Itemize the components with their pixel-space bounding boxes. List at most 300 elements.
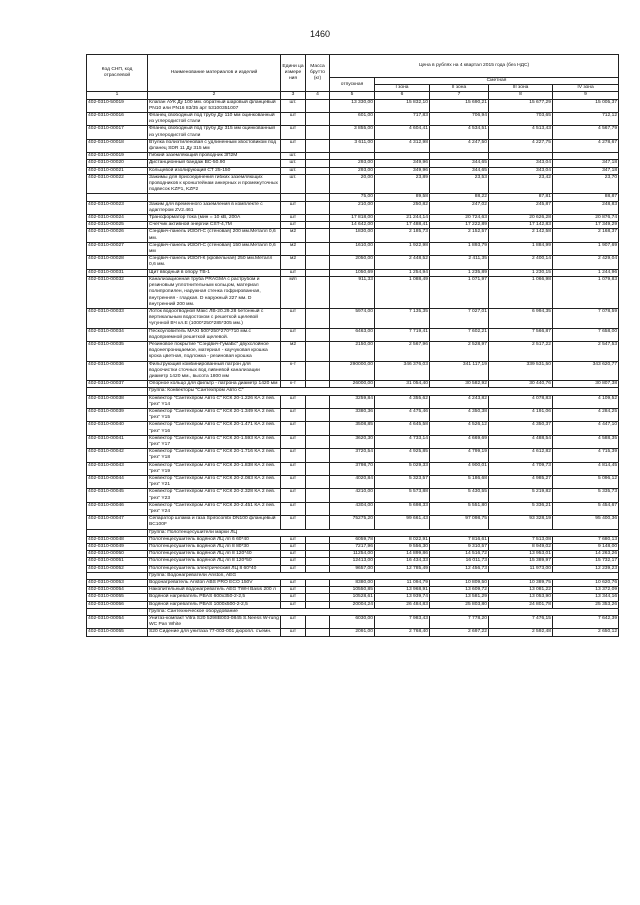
row-wholesale-price: 12413,00 bbox=[330, 558, 375, 565]
row-mass bbox=[306, 551, 330, 558]
row-code: 402-0310-00039 bbox=[87, 408, 148, 421]
row-wholesale-price: 13 330,00 bbox=[330, 99, 375, 112]
row-zone-4-price: 712,12 bbox=[553, 113, 619, 126]
row-zone-3-price: 2 517,22 bbox=[489, 341, 553, 361]
row-zone-4-price: 7 658,00 bbox=[553, 328, 619, 341]
row-zone-1-price: 717,83 bbox=[375, 113, 430, 126]
row-unit: шт bbox=[281, 587, 306, 594]
row-zone-2-price: 4 534,51 bbox=[430, 126, 489, 139]
group-row bbox=[87, 388, 619, 395]
row-name: Конвектор "Сантехпром Авто С" КСК 20-1.471 КА 2 пев. "рез" Y16 bbox=[148, 422, 281, 435]
row-wholesale-price: 2091,00 bbox=[330, 629, 375, 636]
row-zone-2-price: 12 456,73 bbox=[430, 565, 489, 572]
row-code: 402-0310-00019 bbox=[87, 153, 148, 160]
row-name: Гибкий заземляющий проводник ЗП2М bbox=[148, 153, 281, 160]
row-zone-2-price: 5 186,68 bbox=[430, 475, 489, 488]
row-zone-2-price: 4 900,01 bbox=[430, 462, 489, 475]
row-mass bbox=[306, 328, 330, 341]
row-wholesale-price: 210,00 bbox=[330, 201, 375, 214]
table-row bbox=[87, 580, 619, 587]
row-unit: шт bbox=[281, 395, 306, 408]
row-mass bbox=[306, 558, 330, 565]
row-zone-4-price: 248,83 bbox=[553, 201, 619, 214]
row-zone-3-price: 93 328,19 bbox=[489, 516, 553, 529]
row-zone-1-price: 4 355,62 bbox=[375, 395, 430, 408]
row-unit: шт bbox=[281, 408, 306, 421]
table-row bbox=[87, 139, 619, 152]
table-row bbox=[87, 126, 619, 139]
table-row bbox=[87, 242, 619, 255]
column-number-row bbox=[87, 92, 619, 99]
row-unit: шт. bbox=[281, 160, 306, 167]
row-name bbox=[148, 194, 281, 201]
row-code: 402-0310-50019 bbox=[87, 99, 148, 112]
row-zone-3-price: 4 350,37 bbox=[489, 422, 553, 435]
row-mass bbox=[306, 256, 330, 269]
row-zone-3-price: 20 626,28 bbox=[489, 215, 553, 222]
row-code: 402-0310-00021 bbox=[87, 167, 148, 174]
row-zone-1-price: 31 054,40 bbox=[375, 381, 430, 388]
row-zone-2-price: 5 551,80 bbox=[430, 502, 489, 515]
table-row bbox=[87, 361, 619, 381]
table-row bbox=[87, 601, 619, 608]
row-zone-1-price: 4 733,14 bbox=[375, 435, 430, 448]
table-row bbox=[87, 99, 619, 112]
header-code: Код СНП, код отраслевой bbox=[87, 55, 148, 92]
row-zone-4-price: 4 284,25 bbox=[553, 408, 619, 421]
row-zone-1-price: 2 448,52 bbox=[375, 256, 430, 269]
table-row bbox=[87, 113, 619, 126]
row-unit: шт bbox=[281, 449, 306, 462]
price-table bbox=[86, 54, 619, 637]
table-row bbox=[87, 544, 619, 551]
row-code: 402-0310-00016 bbox=[87, 113, 148, 126]
row-zone-1-price: 4 925,85 bbox=[375, 449, 430, 462]
row-zone-1-price: 13 968,91 bbox=[375, 587, 430, 594]
row-zone-1-price: 4 475,46 bbox=[375, 408, 430, 421]
table-row bbox=[87, 462, 619, 475]
table-row bbox=[87, 308, 619, 328]
row-name: Водяной нагреватель PBAS 1000x500-2-2,5 bbox=[148, 601, 281, 608]
row-unit bbox=[281, 194, 306, 201]
row-name: Водонагреватель Ariston ABS PRO ECO 150V bbox=[148, 580, 281, 587]
row-mass bbox=[306, 361, 330, 381]
row-code: 402-0310-00044 bbox=[87, 475, 148, 488]
group-row bbox=[87, 572, 619, 579]
row-zone-4-price: 13 344,16 bbox=[553, 594, 619, 601]
header-estimate: Сметная bbox=[375, 78, 619, 85]
row-zone-2-price: 344,65 bbox=[430, 167, 489, 174]
row-wholesale-price: 1610,00 bbox=[330, 242, 375, 255]
row-zone-1-price: 1 254,94 bbox=[375, 269, 430, 276]
row-zone-4-price: 4 278,67 bbox=[553, 139, 619, 152]
row-wholesale-price: 1830,00 bbox=[330, 229, 375, 242]
row-zone-3-price: 13 053,90 bbox=[489, 594, 553, 601]
row-mass bbox=[306, 435, 330, 448]
row-zone-3-price: 1 230,15 bbox=[489, 269, 553, 276]
row-unit: шт. bbox=[281, 174, 306, 194]
row-mass bbox=[306, 536, 330, 543]
row-mass bbox=[306, 462, 330, 475]
row-zone-2-price: 17 222,89 bbox=[430, 222, 489, 229]
row-mass bbox=[306, 308, 330, 328]
row-zone-1-price: 4 604,41 bbox=[375, 126, 430, 139]
group-code-cell bbox=[87, 388, 148, 395]
row-name: Унитаз-компакт Vitra S20 5298B003-0845 S.Neess W-rung WC Pan White bbox=[149, 616, 279, 628]
row-code: 402-0310-00041 bbox=[87, 435, 148, 448]
row-code: 402-0310-00032 bbox=[87, 276, 148, 308]
row-unit: шт bbox=[281, 328, 306, 341]
row-unit: шт bbox=[281, 308, 306, 328]
row-zone-3-price: 7 513,08 bbox=[489, 536, 553, 543]
row-zone-2-price: 10 809,50 bbox=[430, 580, 489, 587]
row-name: Конвектор "Сантехпром Авто С" КСК 20-1.716 КА 2 пев. "рез" Y18 bbox=[148, 449, 281, 462]
row-wholesale-price bbox=[330, 153, 375, 160]
row-code: 402-0310-00056 bbox=[87, 601, 148, 608]
row-zone-4-price: 9 148,00 bbox=[553, 544, 619, 551]
row-zone-4-price: 7 642,39 bbox=[553, 616, 619, 629]
row-wholesale-price: 10550,85 bbox=[330, 587, 375, 594]
row-code: 402-0310-00045 bbox=[87, 489, 148, 502]
group-title: Группа: Водонагреватели Ariston, AEG bbox=[148, 572, 619, 579]
row-code: 402-0310-00027 bbox=[87, 242, 148, 255]
row-unit: к-т bbox=[281, 381, 306, 388]
table-row bbox=[87, 194, 619, 201]
row-zone-2-price: 4 350,38 bbox=[430, 408, 489, 421]
row-unit: шт bbox=[281, 126, 306, 139]
row-unit: шт bbox=[281, 516, 306, 529]
row-wholesale-price: 3 855,00 bbox=[330, 126, 375, 139]
row-zone-1-price: 14 899,86 bbox=[375, 551, 430, 558]
row-code: 402-0310-00054 bbox=[87, 616, 148, 629]
row-wholesale-price: 3508,85 bbox=[330, 422, 375, 435]
row-wholesale-price: 3798,70 bbox=[330, 462, 375, 475]
row-name: Зажим для временного заземления в комплекте с адаптером ZV2.461 bbox=[148, 201, 281, 214]
header-zone-1: I зона bbox=[375, 85, 430, 92]
row-unit: шт bbox=[281, 558, 306, 565]
row-zone-1-price: 16 434,33 bbox=[375, 558, 430, 565]
row-zone-3-price: 87,81 bbox=[489, 194, 553, 201]
row-unit: м2 bbox=[281, 341, 306, 361]
row-zone-3-price: 2 592,48 bbox=[489, 629, 553, 636]
row-zone-4-price: 30 807,38 bbox=[553, 381, 619, 388]
row-zone-4-price: 1 907,69 bbox=[553, 242, 619, 255]
row-zone-2-price: 341 117,19 bbox=[430, 361, 489, 381]
row-zone-4-price: 2 429,04 bbox=[553, 256, 619, 269]
row-unit: шт bbox=[281, 422, 306, 435]
row-unit: шт bbox=[281, 222, 306, 229]
row-zone-1-price bbox=[375, 153, 430, 160]
row-zone-2-price: 25 803,80 bbox=[430, 601, 489, 608]
row-mass bbox=[306, 475, 330, 488]
row-wholesale-price: 1050,69 bbox=[330, 269, 375, 276]
row-wholesale-price: 6030,00 bbox=[330, 616, 375, 629]
row-name: Полотенцесушитель водяной ЛЦ лп 8 120*50 bbox=[148, 558, 281, 565]
col-number: 4 bbox=[306, 92, 330, 99]
table-row bbox=[87, 629, 619, 636]
row-zone-2-price: 4 526,12 bbox=[430, 422, 489, 435]
row-zone-3-price: 4 513,43 bbox=[489, 126, 553, 139]
row-zone-4-price: 4 567,79 bbox=[553, 126, 619, 139]
row-zone-1-price: 346 376,03 bbox=[375, 361, 430, 381]
row-unit: шт bbox=[281, 601, 306, 608]
row-zone-3-price: 15 677,29 bbox=[489, 99, 553, 112]
row-code: 402-0310-00052 bbox=[87, 565, 148, 572]
row-zone-3-price bbox=[489, 153, 553, 160]
row-wholesale-price: 75275,20 bbox=[330, 516, 375, 529]
row-unit: шт bbox=[281, 565, 306, 572]
row-name: Фильтрующий комбинированный патрон для водоочистки сточных вод ливневой канализации диаметр 1420 мм., высота 1800 мм bbox=[148, 361, 281, 381]
row-wholesale-price: 3 611,00 bbox=[330, 139, 375, 152]
row-unit: шт bbox=[281, 139, 306, 152]
row-unit: шт bbox=[281, 594, 306, 601]
row-wholesale-price: 7217,96 bbox=[330, 544, 375, 551]
row-zone-4-price: 4 814,45 bbox=[553, 462, 619, 475]
row-zone-3-price: 17 142,83 bbox=[489, 222, 553, 229]
row-name: Сэндвич-панель ИЗОЛ-К (кровельная) 250 мм.Металл 0,6 мм. bbox=[148, 256, 281, 269]
row-zone-2-price: 14 516,72 bbox=[430, 551, 489, 558]
row-zone-2-price: 13 581,29 bbox=[430, 594, 489, 601]
row-zone-4-price: 5 335,73 bbox=[553, 489, 619, 502]
row-zone-4-price: 4 715,39 bbox=[553, 449, 619, 462]
row-zone-2-price: 7 816,61 bbox=[430, 536, 489, 543]
row-wholesale-price: 2050,00 bbox=[330, 256, 375, 269]
row-zone-2-price: 30 582,92 bbox=[430, 381, 489, 388]
row-name: Фланец свободный под трубу Ду 315 мм оцинкованный из углеродистой стали bbox=[148, 126, 281, 139]
row-mass bbox=[306, 341, 330, 361]
row-code: 402-0310-00046 bbox=[87, 502, 148, 515]
row-zone-2-price: 88,22 bbox=[430, 194, 489, 201]
row-unit: шт bbox=[281, 536, 306, 543]
row-zone-2-price: 2 697,22 bbox=[430, 629, 489, 636]
row-code: 402-0310-00054 bbox=[87, 587, 148, 594]
row-zone-2-price: 7 602,21 bbox=[430, 328, 489, 341]
row-zone-2-price: 7 027,01 bbox=[430, 308, 489, 328]
row-name: Опорное кольцо для фильтр - патрона диаметр 1420 мм bbox=[148, 381, 281, 388]
row-zone-4-price: 5 096,12 bbox=[553, 475, 619, 488]
row-zone-4-price: 2 168,37 bbox=[553, 229, 619, 242]
row-zone-1-price: 17 488,41 bbox=[375, 222, 430, 229]
table-body bbox=[87, 99, 619, 636]
row-mass bbox=[306, 215, 330, 222]
row-zone-4-price: 7 680,13 bbox=[553, 536, 619, 543]
row-name: Полотенцесушитель водяной ЛЦ лп 6 60*40 bbox=[148, 536, 281, 543]
table-row bbox=[87, 215, 619, 222]
row-zone-1-price: 2 185,73 bbox=[375, 229, 430, 242]
col-number: 6 bbox=[375, 92, 430, 99]
row-name: Клапан АУК Ду 100 мм. обратный шаровый фланцевый PN10 или PN16 83/35 арт 53100351007 bbox=[148, 99, 281, 112]
row-wholesale-price: 26000,00 bbox=[330, 381, 375, 388]
row-code: 402-0310-00040 bbox=[87, 422, 148, 435]
row-unit: м/п bbox=[281, 276, 306, 308]
row-mass bbox=[306, 544, 330, 551]
row-zone-4-price: 15 005,37 bbox=[553, 99, 619, 112]
row-name: Конвектор "Сантехпром Авто С" КСК 20-1.593 КА 2 пев. "рез" Y17 bbox=[148, 435, 281, 448]
row-unit: шт bbox=[281, 215, 306, 222]
row-name: S20 Сидение для унитаза 77-003-001 дюропл. съемн. bbox=[148, 629, 281, 636]
row-zone-3-price: 4 985,27 bbox=[489, 475, 553, 488]
row-mass bbox=[306, 502, 330, 515]
row-zone-1-price: 5 029,33 bbox=[375, 462, 430, 475]
row-zone-1-price: 349,96 bbox=[375, 167, 430, 174]
row-mass bbox=[306, 395, 330, 408]
row-zone-3-price: 1 066,98 bbox=[489, 276, 553, 308]
row-code: 402-0310-00025 bbox=[87, 222, 148, 229]
row-zone-3-price: 4 191,06 bbox=[489, 408, 553, 421]
row-wholesale-price: 911,33 bbox=[330, 276, 375, 308]
row-code: 402-0310-00035 bbox=[87, 341, 148, 361]
row-name: Втулка полиэтиленовая с удлиненным хвостовиком под фланец SDR 11 Ду 315 мм bbox=[148, 139, 281, 152]
row-name: Сэндвич-панель ИЗОЛ-С (стеновая) 200 мм.Металл 0,6 мм. bbox=[148, 229, 281, 242]
row-unit: шт bbox=[281, 435, 306, 448]
row-zone-1-price: 7 135,35 bbox=[375, 308, 430, 328]
row-zone-1-price: 7 983,43 bbox=[375, 616, 430, 629]
row-unit: шт bbox=[281, 551, 306, 558]
header-wholesale: отпускная bbox=[330, 78, 375, 92]
row-mass bbox=[306, 516, 330, 529]
row-mass bbox=[306, 222, 330, 229]
row-wholesale-price: 5974,00 bbox=[330, 308, 375, 328]
row-zone-2-price: 1 235,89 bbox=[430, 269, 489, 276]
row-zone-1-price: 250,82 bbox=[375, 201, 430, 214]
row-zone-4-price: 23,70 bbox=[553, 174, 619, 194]
row-name: Лоток водоотводной Макс ЛВ-20.29.28 бетонный с вертикальным водостоком с решеткой щелевой чугунной ВЧ кл.Е (1000*250*285*305 мм.) bbox=[148, 308, 281, 328]
row-zone-4-price: 2 650,12 bbox=[553, 629, 619, 636]
row-code bbox=[87, 194, 148, 201]
row-zone-2-price: 4 669,69 bbox=[430, 435, 489, 448]
col-number: 8 bbox=[489, 92, 553, 99]
row-code: 402-0310-00026 bbox=[87, 229, 148, 242]
row-mass bbox=[306, 601, 330, 608]
row-zone-4-price bbox=[553, 153, 619, 160]
table-row bbox=[87, 422, 619, 435]
row-zone-2-price: 20 724,63 bbox=[430, 215, 489, 222]
table-row bbox=[87, 536, 619, 543]
row-zone-3-price: 339 531,50 bbox=[489, 361, 553, 381]
row-name: Водяной нагреватель PBAS 600x350-2-2,5 bbox=[148, 594, 281, 601]
row-zone-1-price: 4 645,58 bbox=[375, 422, 430, 435]
row-zone-1-price: 99 661,43 bbox=[375, 516, 430, 529]
row-zone-3-price: 5 336,21 bbox=[489, 502, 553, 515]
row-zone-1-price: 1 922,98 bbox=[375, 242, 430, 255]
row-zone-2-price: 247,02 bbox=[430, 201, 489, 214]
row-zone-3-price: 10 389,75 bbox=[489, 580, 553, 587]
row-zone-3-price: 23,42 bbox=[489, 174, 553, 194]
row-zone-3-price: 343,04 bbox=[489, 167, 553, 174]
row-zone-4-price: 347,18 bbox=[553, 160, 619, 167]
row-wholesale-price: 293,00 bbox=[330, 167, 375, 174]
row-zone-2-price: 2 152,57 bbox=[430, 229, 489, 242]
row-zone-3-price: 4 488,54 bbox=[489, 435, 553, 448]
table-row bbox=[87, 256, 619, 269]
group-title: Группа: Полотенцесушители марки ЛЦ bbox=[148, 529, 619, 536]
table-row bbox=[87, 174, 619, 194]
row-zone-3-price: 2 142,58 bbox=[489, 229, 553, 242]
row-zone-4-price: 5 454,67 bbox=[553, 502, 619, 515]
row-zone-4-price: 15 732,17 bbox=[553, 558, 619, 565]
table-row bbox=[87, 435, 619, 448]
row-zone-1-price: 5 323,57 bbox=[375, 475, 430, 488]
row-zone-4-price: 4 447,10 bbox=[553, 422, 619, 435]
row-zone-4-price: 25 353,26 bbox=[553, 601, 619, 608]
row-zone-3-price: 4 612,82 bbox=[489, 449, 553, 462]
col-number: 3 bbox=[281, 92, 306, 99]
row-wholesale-price: 293,00 bbox=[330, 160, 375, 167]
row-zone-1-price: 21 244,14 bbox=[375, 215, 430, 222]
row-unit: шт. bbox=[281, 153, 306, 160]
row-unit: шт bbox=[281, 502, 306, 515]
row-zone-2-price: 5 430,55 bbox=[430, 489, 489, 502]
row-unit: шт. bbox=[281, 99, 306, 112]
row-wholesale-price: 20004,24 bbox=[330, 601, 375, 608]
row-name: Конвектор "Сантехпром Авто С" КСК 20-1.349 КА 2 пев. "рез" Y15 bbox=[148, 408, 281, 421]
row-mass bbox=[306, 160, 330, 167]
row-mass bbox=[306, 580, 330, 587]
row-code: 402-0310-00017 bbox=[87, 126, 148, 139]
row-wholesale-price: 10528,61 bbox=[330, 594, 375, 601]
row-code: 402-0310-00055 bbox=[87, 629, 148, 636]
row-mass bbox=[306, 174, 330, 194]
row-zone-3-price: 1 884,99 bbox=[489, 242, 553, 255]
table-row bbox=[87, 516, 619, 529]
row-zone-3-price: 4 709,73 bbox=[489, 462, 553, 475]
group-row bbox=[87, 529, 619, 536]
row-zone-3-price: 5 219,82 bbox=[489, 489, 553, 502]
col-number: 7 bbox=[430, 92, 489, 99]
row-code: 402-0310-00043 bbox=[87, 462, 148, 475]
row-zone-4-price: 17 349,29 bbox=[553, 222, 619, 229]
row-name: Конвектор "Сантехпром Авто С" КСК 20-1.838 КА 2 пев. "рез" Y19 bbox=[148, 462, 281, 475]
row-zone-4-price: 12 239,23 bbox=[553, 565, 619, 572]
row-wholesale-price: 75,00 bbox=[330, 194, 375, 201]
table-row bbox=[87, 222, 619, 229]
table-row bbox=[87, 229, 619, 242]
row-mass bbox=[306, 489, 330, 502]
table-row bbox=[87, 167, 619, 174]
header-row-1 bbox=[87, 55, 619, 78]
row-mass bbox=[306, 126, 330, 139]
row-code: 402-0310-00034 bbox=[87, 328, 148, 341]
row-wholesale-price: 6463,00 bbox=[330, 328, 375, 341]
row-zone-3-price: 2 400,14 bbox=[489, 256, 553, 269]
table-row bbox=[87, 153, 619, 160]
row-wholesale-price: 3259,84 bbox=[330, 395, 375, 408]
row-name: Полотенцесушитель электрический ЛЦ 8 60*40 bbox=[148, 565, 281, 572]
row-zone-3-price: 30 440,76 bbox=[489, 381, 553, 388]
row-name: Сэндвич-панель ИЗОЛ-С (стеновая) 150 мм.Металл 0,6 мм bbox=[148, 242, 281, 255]
table-row bbox=[87, 449, 619, 462]
row-zone-1-price: 13 939,74 bbox=[375, 594, 430, 601]
row-zone-2-price: 15 690,21 bbox=[430, 99, 489, 112]
row-zone-2-price: 2 411,35 bbox=[430, 256, 489, 269]
row-name: Щит вводный в опору ТВ-1 bbox=[148, 269, 281, 276]
header-zone-3: III зона bbox=[489, 85, 553, 92]
row-zone-1-price: 8 022,91 bbox=[375, 536, 430, 543]
row-zone-1-price: 2 567,96 bbox=[375, 341, 430, 361]
row-unit: шт bbox=[281, 544, 306, 551]
group-code-cell bbox=[87, 572, 148, 579]
row-zone-2-price: 4 799,19 bbox=[430, 449, 489, 462]
col-number: 9 bbox=[553, 92, 619, 99]
row-code: 402-0310-00020 bbox=[87, 160, 148, 167]
table-row bbox=[87, 551, 619, 558]
row-zone-1-price: 26 484,83 bbox=[375, 601, 430, 608]
row-zone-2-price: 23,53 bbox=[430, 174, 489, 194]
table-row bbox=[87, 276, 619, 308]
row-mass bbox=[306, 139, 330, 152]
header-zone-2: II зона bbox=[430, 85, 489, 92]
row-zone-4-price: 1 079,83 bbox=[553, 276, 619, 308]
